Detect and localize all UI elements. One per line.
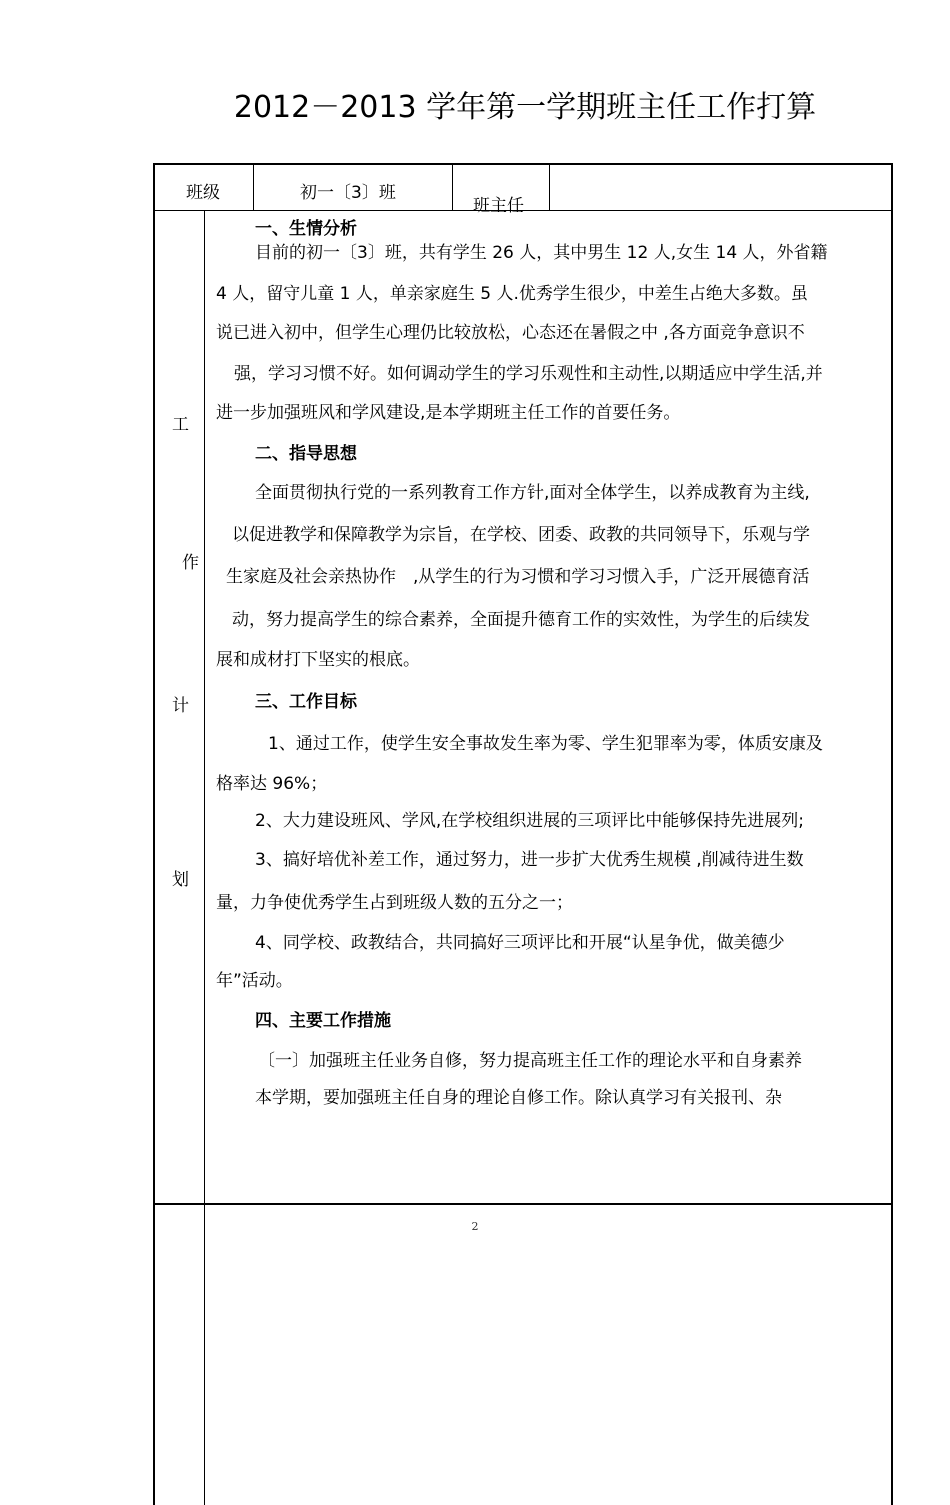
paragraph-line: 进一步加强班风和学风建设,是本学期班主任工作的首要任务。: [216, 403, 681, 423]
paragraph-line: 目前的初一〔3〕班，共有学生 26 人，其中男生 12 人,女生 14 人，外省籍: [255, 243, 828, 263]
class-label: 班级: [186, 183, 220, 203]
paragraph-line: 格率达 96%；: [216, 774, 328, 794]
paragraph-line: 生家庭及社会亲热协作 ,从学生的行为习惯和学习习惯入手，广泛开展德育活: [226, 567, 810, 587]
document-title: 2012－2013 学年第一学期班主任工作打算: [233, 90, 817, 125]
paragraph-line: 4 人，留守儿童 1 人，单亲家庭生 5 人.优秀学生很少，中差生占绝大多数。虽: [216, 284, 808, 304]
side-label-char-4: 划: [172, 870, 189, 890]
paragraph-line: 〔一〕加强班主任业务自修，努力提高班主任工作的理论水平和自身素养: [258, 1051, 802, 1071]
table-col-divider-3: [549, 163, 550, 211]
paragraph-line: 全面贯彻执行党的一系列教育工作方针,面对全体学生，以养成教育为主线,: [255, 483, 810, 503]
table-border-top: [153, 163, 893, 165]
table-col-divider-1: [253, 163, 254, 211]
paragraph-line: 年”活动。: [216, 971, 293, 991]
table-col-divider-2: [452, 163, 453, 211]
section-heading-3: 三、工作目标: [255, 692, 357, 712]
paragraph-line: 以促进教学和保障教学为宗旨，在学校、团委、政教的共同领导下，乐观与学: [232, 525, 810, 545]
paragraph-line: 动，努力提高学生的综合素养，全面提升德育工作的实效性，为学生的后续发: [232, 610, 810, 630]
paragraph-line: 3、搞好培优补差工作，通过努力，进一步扩大优秀生规模 ,削减待进生数: [255, 850, 804, 870]
paragraph-line: 量，力争使优秀学生占到班级人数的五分之一；: [216, 893, 573, 913]
section-heading-4: 四、主要工作措施: [255, 1011, 391, 1031]
table-border-bottom: [153, 1203, 893, 1205]
teacher-label: 班主任: [473, 196, 524, 216]
table-border-right: [891, 163, 893, 1505]
paragraph-line: 2、大力建设班风、学风,在学校组织进展的三项评比中能够保持先进展列;: [255, 811, 804, 831]
section-heading-1: 一、生情分析: [255, 219, 357, 239]
table-border-left: [153, 163, 155, 1505]
paragraph-line: 4、同学校、政教结合，共同搞好三项评比和开展“认星争优，做美德少: [255, 933, 785, 953]
paragraph-line: 说已进入初中，但学生心理仍比较放松，心态还在暑假之中 ,各方面竞争意识不: [216, 323, 805, 343]
page-number: 2: [471, 1220, 479, 1233]
side-label-char-2: 作: [182, 553, 199, 573]
table-side-divider: [204, 210, 205, 1505]
section-heading-2: 二、指导思想: [255, 444, 357, 464]
side-label-char-1: 工: [172, 415, 189, 435]
side-label-char-3: 计: [172, 696, 189, 716]
paragraph-line: 强，学习习惯不好。如何调动学生的学习乐观性和主动性,以期适应中学生活,并: [234, 364, 823, 384]
paragraph-line: 展和成材打下坚实的根底。: [216, 650, 420, 670]
paragraph-line: 本学期，要加强班主任自身的理论自修工作。除认真学习有关报刊、杂: [255, 1088, 782, 1108]
paragraph-line: 1、通过工作，使学生安全事故发生率为零、学生犯罪率为零，体质安康及: [268, 734, 823, 754]
class-value: 初一〔3〕班: [300, 183, 396, 203]
